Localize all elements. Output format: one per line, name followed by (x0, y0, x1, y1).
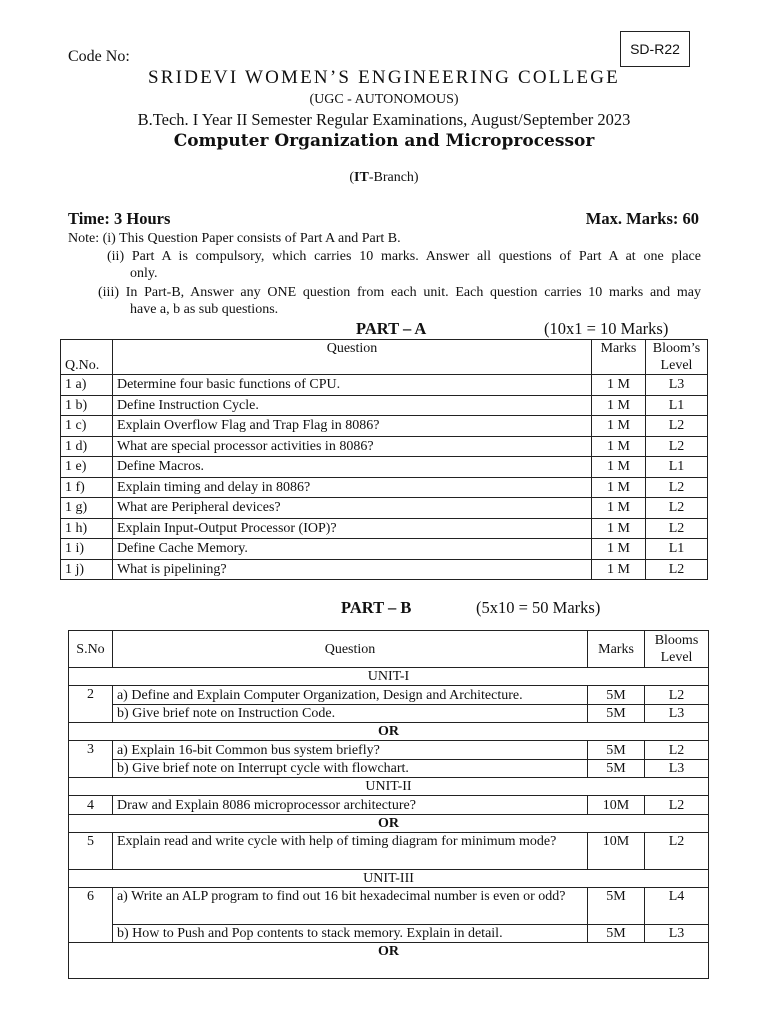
question-level: L2 (645, 498, 707, 519)
part-b-marks: (5x10 = 50 Marks) (476, 598, 601, 617)
unit-row (69, 668, 709, 686)
header-blooms-level: Blooms Level (645, 631, 709, 668)
table-row (61, 559, 708, 580)
question-number: 5 (69, 833, 113, 870)
note-line-3-cont: have a, b as sub questions. (130, 302, 279, 317)
question-text: Determine four basic functions of CPU. (112, 375, 591, 396)
part-b-title: PART – B (341, 598, 412, 617)
question-marks: 1 M (592, 498, 646, 519)
table-row (61, 375, 708, 396)
question-marks: 1 M (592, 539, 646, 560)
unit-heading: UNIT-I (69, 668, 709, 686)
question-text: b) Give brief note on Instruction Code. (112, 705, 587, 723)
question-number: 1 e) (61, 457, 113, 478)
table-row (61, 539, 708, 560)
branch-label: (IT-Branch) (349, 170, 419, 185)
part-a-table (60, 339, 708, 580)
question-level: L1 (645, 539, 707, 560)
question-marks: 1 M (592, 477, 646, 498)
part-a-title: PART – A (356, 319, 427, 338)
question-text: a) Write an ALP program to find out 16 bit hexadecimal number is even or odd? (112, 888, 587, 925)
question-marks: 10M (588, 796, 645, 815)
unit-heading: UNIT-II (69, 778, 709, 796)
question-marks: 5M (588, 888, 645, 925)
question-number: 1 j) (61, 559, 113, 580)
or-row (69, 723, 709, 741)
question-marks: 5M (588, 686, 645, 705)
question-marks: 1 M (592, 457, 646, 478)
table-row (61, 457, 708, 478)
question-text: a) Explain 16-bit Common bus system briefly? (112, 741, 587, 760)
header-sno: S.No (69, 631, 113, 668)
question-marks: 1 M (592, 518, 646, 539)
question-text: Explain timing and delay in 8086? (112, 477, 591, 498)
note-line-2-cont: only. (130, 266, 158, 281)
unit-heading: UNIT-III (69, 870, 709, 888)
question-marks: 1 M (592, 559, 646, 580)
question-text: a) Define and Explain Computer Organization, Design and Architecture. (112, 686, 587, 705)
question-level: L3 (645, 925, 709, 943)
table-row (61, 395, 708, 416)
question-number: 1 a) (61, 375, 113, 396)
question-text: What are Peripheral devices? (112, 498, 591, 519)
question-marks: 5M (588, 925, 645, 943)
table-row (69, 833, 709, 870)
question-level: L2 (645, 796, 709, 815)
table-row (61, 498, 708, 519)
question-level: L2 (645, 436, 707, 457)
question-number: 1 d) (61, 436, 113, 457)
question-text: b) How to Push and Pop contents to stack memory. Explain in detail. (112, 925, 587, 943)
question-marks: 5M (588, 741, 645, 760)
question-marks: 10M (588, 833, 645, 870)
question-marks: 1 M (592, 395, 646, 416)
autonomous-status: (UGC - AUTONOMOUS) (309, 92, 459, 107)
question-level: L1 (645, 395, 707, 416)
or-label: OR (69, 943, 709, 979)
question-number: 2 (69, 686, 113, 723)
code-no-label: Code No: (68, 48, 130, 65)
question-number: 1 i) (61, 539, 113, 560)
or-label: OR (69, 723, 709, 741)
question-text: Draw and Explain 8086 microprocessor architecture? (112, 796, 587, 815)
question-number: 1 c) (61, 416, 113, 437)
question-level: L4 (645, 888, 709, 925)
table-row (61, 518, 708, 539)
unit-row (69, 778, 709, 796)
question-level: L2 (645, 559, 707, 580)
question-number: 1 h) (61, 518, 113, 539)
exam-time: Time: 3 Hours (68, 209, 171, 228)
question-number: 1 f) (61, 477, 113, 498)
question-level: L3 (645, 705, 709, 723)
college-name: SRIDEVI WOMEN’S ENGINEERING COLLEGE (148, 67, 620, 88)
question-level: L2 (645, 741, 709, 760)
question-text: Define Instruction Cycle. (112, 395, 591, 416)
question-level: L3 (645, 760, 709, 778)
question-text: Explain Overflow Flag and Trap Flag in 8086? (112, 416, 591, 437)
note-line-3: (iii) In Part-B, Answer any ONE question from each unit. Each question carries 10 marks and may (98, 285, 701, 300)
header-marks: Marks (588, 631, 645, 668)
question-marks: 5M (588, 705, 645, 723)
question-text: Explain read and write cycle with help of timing diagram for minimum mode? (112, 833, 587, 870)
question-number: 1 g) (61, 498, 113, 519)
max-marks: Max. Marks: 60 (585, 209, 699, 228)
table-row (69, 741, 709, 760)
note-line-2: (ii) Part A is compulsory, which carries 10 marks. Answer all questions of Part A at one place (107, 249, 701, 264)
question-text: What are special processor activities in 8086? (112, 436, 591, 457)
table-row (61, 416, 708, 437)
code-badge: SD-R22 (620, 31, 690, 67)
question-number: 1 b) (61, 395, 113, 416)
question-number: 3 (69, 741, 113, 778)
part-b-header-row (69, 631, 709, 668)
or-label: OR (69, 815, 709, 833)
table-row (69, 760, 709, 778)
question-level: L2 (645, 416, 707, 437)
question-level: L3 (645, 375, 707, 396)
question-marks: 1 M (592, 375, 646, 396)
question-number: 6 (69, 888, 113, 943)
or-row (69, 943, 709, 979)
table-row (69, 705, 709, 723)
exam-title: B.Tech. I Year II Semester Regular Examinations, August/September 2023 (137, 110, 631, 129)
question-text: Explain Input-Output Processor (IOP)? (112, 518, 591, 539)
question-level: L1 (645, 457, 707, 478)
or-row (69, 815, 709, 833)
question-marks: 1 M (592, 416, 646, 437)
table-row (69, 686, 709, 705)
question-text: Define Cache Memory. (112, 539, 591, 560)
question-level: L2 (645, 518, 707, 539)
header-question: Question (112, 340, 591, 375)
question-level: L2 (645, 477, 707, 498)
part-b-table (68, 630, 709, 979)
question-text: b) Give brief note on Interrupt cycle with flowchart. (112, 760, 587, 778)
table-row (61, 477, 708, 498)
subject-title: Computer Organization and Microprocessor (173, 131, 595, 151)
unit-row (69, 870, 709, 888)
question-level: L2 (645, 833, 709, 870)
question-marks: 5M (588, 760, 645, 778)
question-text: Define Macros. (112, 457, 591, 478)
header-question: Question (112, 631, 587, 668)
part-a-header-row (61, 340, 708, 375)
header-blooms-level: Bloom’s Level (645, 340, 707, 375)
table-row (61, 436, 708, 457)
question-text: What is pipelining? (112, 559, 591, 580)
table-row (69, 925, 709, 943)
header-marks: Marks (592, 340, 646, 375)
table-row (69, 888, 709, 925)
table-row (69, 796, 709, 815)
question-marks: 1 M (592, 436, 646, 457)
question-number: 4 (69, 796, 113, 815)
header-qno: Q.No. (61, 340, 113, 375)
question-level: L2 (645, 686, 709, 705)
note-line-1: Note: (i) This Question Paper consists of Part A and Part B. (68, 231, 401, 246)
part-a-marks: (10x1 = 10 Marks) (544, 319, 669, 338)
